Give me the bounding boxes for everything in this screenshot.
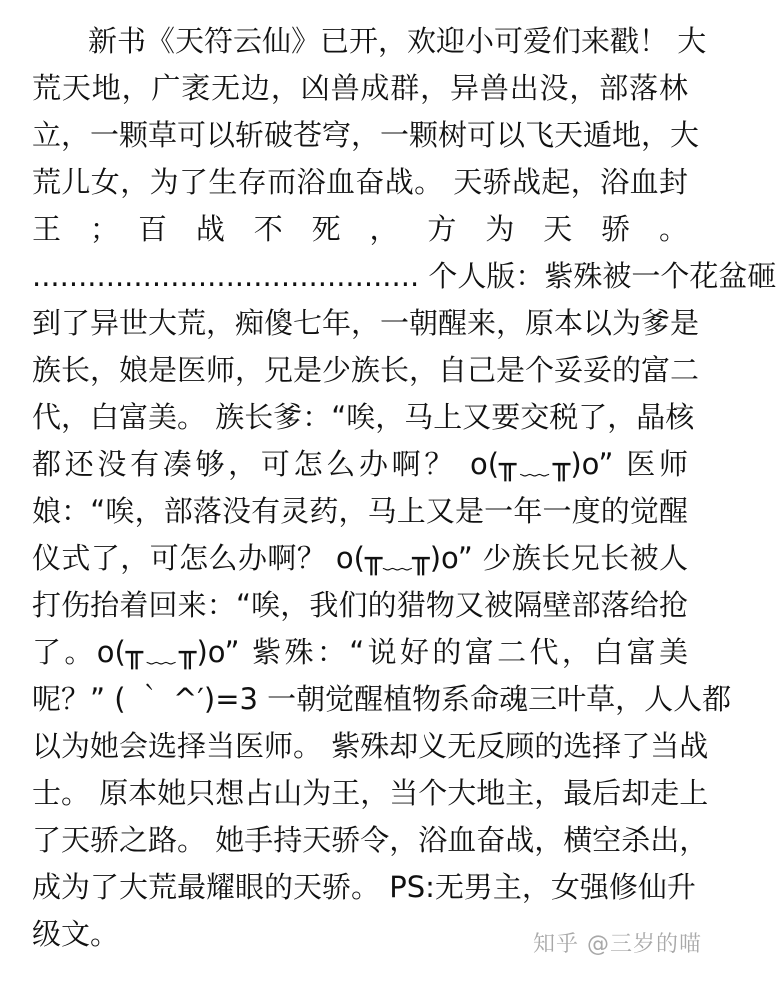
zhihu-watermark: 知乎 @三岁的喵 [533, 932, 702, 957]
text-line-13: 打伤抬着回来：“唉，我们的猎物又被隔壁部落给抢 [32, 588, 688, 622]
text-line-15: 呢？” ( ｀ ^′)=3 一朝觉醒植物系命魂三叶草，人人都 [32, 682, 732, 716]
text-line-19: 成为了大荒最耀眼的天骄。 PS:无男主，女强修仙升 [32, 870, 696, 904]
text-line-1: 新书《天符云仙》已开，欢迎小可爱们来戳！ 大 [88, 24, 707, 58]
text-line-16: 以为她会选择当医师。 紫殊却义无反顾的选择了当战 [32, 729, 709, 763]
text-line-3: 立，一颗草可以斩破苍穹，一颗树可以飞天遁地，大 [32, 118, 700, 152]
text-line-6: .......................................... 个人版：紫殊被一个花盆砸 [32, 259, 776, 293]
text-line-14: 了。o(╥﹏╥)o” 紫殊：“说好的富二代，白富美 [32, 635, 688, 669]
text-line-17: 士。 原本她只想占山为王，当个大地主，最后却走上 [32, 776, 709, 810]
text-line-2: 荒天地，广袤无边，凶兽成群，异兽出没，部落林 [32, 71, 688, 105]
text-line-5: 王 ； 百 战 不 死 ， 方 为 天 骄 。 [32, 212, 688, 246]
text-line-8: 族长，娘是医师，兄是少族长，自己是个妥妥的富二 [32, 353, 700, 387]
text-line-20: 级文。 [32, 917, 120, 951]
text-line-10: 都还没有凑够，可怎么办啊？ o(╥﹏╥)o” 医师 [32, 447, 688, 481]
text-line-11: 娘：“唉，部落没有灵药，马上又是一年一度的觉醒 [32, 494, 688, 528]
text-line-4: 荒儿女，为了生存而浴血奋战。 天骄战起，浴血封 [32, 165, 688, 199]
text-line-7: 到了异世大荒，痴傻七年，一朝醒来，原本以为爹是 [32, 306, 700, 340]
text-line-12: 仪式了，可怎么办啊？ o(╥﹏╥)o” 少族长兄长被人 [32, 541, 688, 575]
text-line-18: 了天骄之路。 她手持天骄令，浴血奋战，横空杀出， [32, 823, 709, 857]
text-line-9: 代，白富美。 族长爹：“唉，马上又要交税了，晶核 [32, 400, 695, 434]
